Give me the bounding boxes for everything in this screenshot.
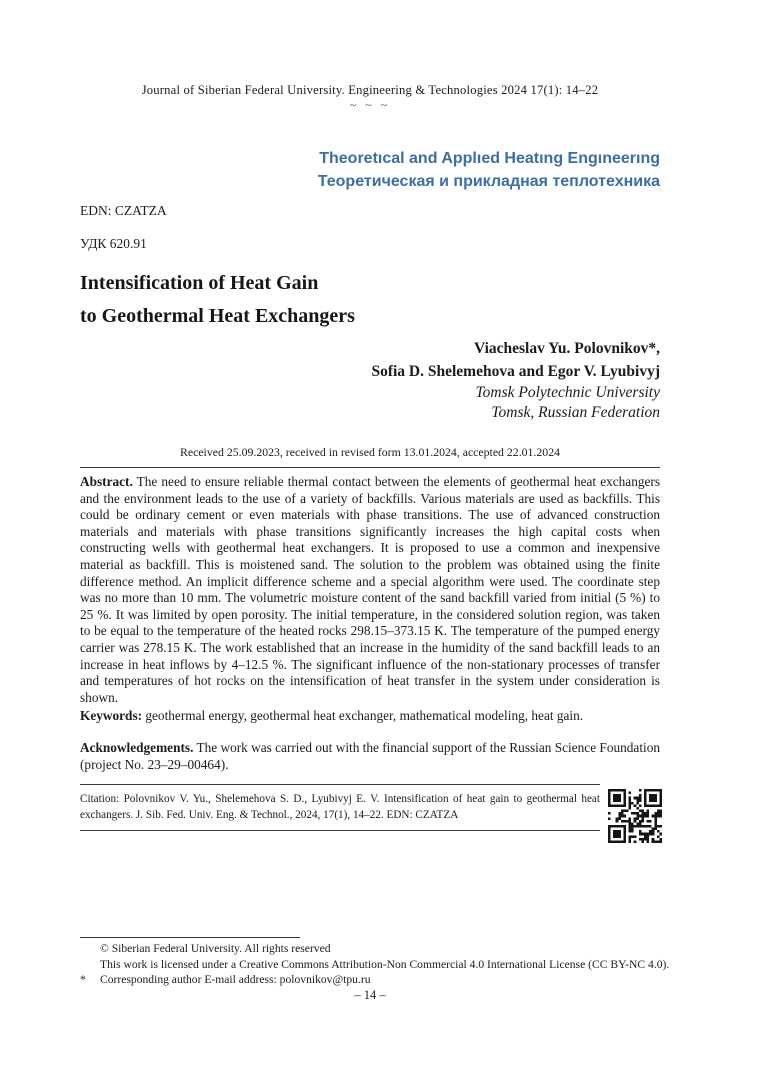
section-heading-ru: Теоретическая и прикладная теплотехника — [317, 172, 660, 190]
license-line: This work is licensed under a Creative Commons Attribution-Non Commercial 4.0 International License (CC BY-NC 4.0). — [100, 957, 670, 971]
qr-code-icon — [608, 789, 662, 843]
acknowledgements-label: Acknowledgements. — [80, 740, 194, 755]
footnotes — [80, 941, 680, 988]
received-dates: Received 25.09.2023, received in revised form 13.01.2024, accepted 22.01.2024 — [179, 445, 560, 459]
affiliation-location: Tomsk, Russian Federation — [491, 403, 660, 421]
keywords-text: geothermal energy, geothermal heat exchanger, mathematical modeling, heat gain. — [142, 708, 584, 723]
author-name-2: Sofia D. Shelemehova and Egor V. Lyubivyj — [371, 363, 660, 380]
section-heading-en: Theoretıcal and Applıed Heatıng Engıneerıng — [319, 150, 660, 167]
abstract-paragraph — [80, 474, 660, 706]
corresponding-author-line: Corresponding author E-mail address: polovnikov@tpu.ru — [100, 973, 371, 987]
citation-block — [80, 784, 600, 831]
acknowledgements-paragraph — [80, 740, 660, 773]
edn-code: EDN: CZATZA — [80, 203, 167, 218]
page-number: – 14 – — [354, 988, 386, 1002]
journal-header: Journal of Siberian Federal University. Engineering & Technologies 2024 17(1): 14–22 — [141, 83, 599, 97]
footnote-divider — [80, 937, 300, 938]
citation-text: Citation: Polovnikov V. Yu., Shelemehova S. D., Lyubivyj E. V. Intensification of heat gain to geothermal heat exchangers. J. Sib. Fed. Univ. Eng. & Technol., 2024, 17(1), 14–22. EDN: CZATZA — [80, 793, 600, 821]
article-title — [80, 267, 660, 333]
keywords-label: Keywords: — [80, 708, 143, 723]
keywords-paragraph — [80, 708, 660, 725]
copyright-line: © Siberian Federal University. All rights reserved — [100, 942, 331, 955]
abstract-text: The need to ensure reliable thermal contact between the elements of geothermal heat exchangers and the environment leads to the use of a variety of backfills. Various materials are used as backfills. This could be ordinary cement or even materials with phase transitions. The use of advanced construction materials and materials with phase transitions significantly increases the high capital costs when constructing wells with geothermal heat exchangers. It is proposed to use a common and inexpensive material as backfill. This is moistened sand. The solution to the problem was obtained using the finite difference method. An implicit difference scheme and a special algorithm were used. The coordinate step was no more than 10 mm. The volumetric moisture content of the sand backfill varied from initial (5 %) to 25 %. It was limited by open porosity. The initial temperature, in the considered solution region, was taken to be equal to the temperature of the heated rocks 298.15–373.15 K. The temperature of the pumped energy carrier was 278.15 K. The work established that an increase in the humidity of the sand backfill leads to an increase in heat inflows by 4–12.5 %. The significant influence of the non-stationary processes of transfer and temperatures of hot rocks on the intensification of heat transfer in the system under consideration is shown. — [80, 474, 660, 705]
tilde-separator: ~ ~ ~ — [349, 98, 391, 112]
abstract-label: Abstract. — [80, 474, 133, 489]
footnote-asterisk: * — [80, 973, 86, 987]
authors-block — [80, 337, 660, 422]
article-title-line1: Intensification of Heat Gain — [80, 272, 319, 294]
section-heading — [80, 148, 660, 193]
abstract-divider — [80, 467, 660, 468]
affiliation-university: Tomsk Polytechnic University — [475, 384, 660, 401]
udk-code: УДК 620.91 — [80, 236, 147, 251]
article-title-line2: to Geothermal Heat Exchangers — [80, 305, 355, 327]
acknowledgements-text: The work was carried out with the financial support of the Russian Science Foundation (project No. 23–29–00464). — [80, 740, 660, 772]
author-name-1: Viacheslav Yu. Polovnikov*, — [473, 340, 660, 357]
